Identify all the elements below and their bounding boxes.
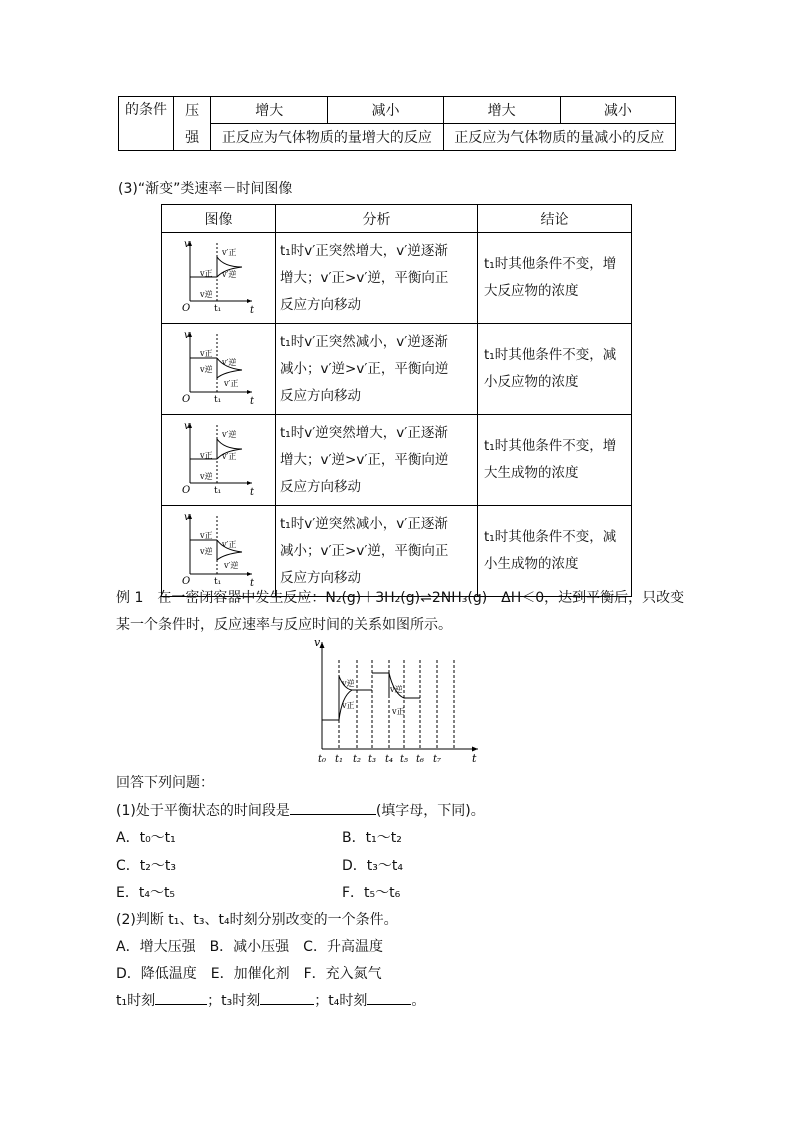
axis-v-label: v bbox=[184, 239, 190, 250]
v-ni-label: v逆 bbox=[342, 679, 355, 688]
question-1-suffix: (填字母，下同)。 bbox=[375, 803, 485, 819]
vp-zheng-label: v′正 bbox=[222, 540, 237, 549]
analysis-line: 反应方向移动 bbox=[280, 296, 361, 313]
example-line-2: 某一个条件时，反应速率与反应时间的关系如图所示。 bbox=[116, 617, 452, 633]
header-conclusion: 结论 bbox=[478, 205, 632, 233]
conclusion-line: t₁时其他条件不变，减 bbox=[484, 529, 617, 545]
tick-label: t₀ bbox=[318, 754, 327, 764]
rate-graph-3 bbox=[162, 415, 275, 495]
v-zheng-label: v正 bbox=[200, 531, 213, 540]
header-graph: 图像 bbox=[162, 205, 276, 233]
rate-graph-4 bbox=[162, 506, 275, 586]
tick-label: t₁ bbox=[335, 754, 344, 764]
v-ni-label: v逆 bbox=[200, 472, 213, 481]
pressure-condition-table bbox=[118, 96, 676, 151]
gradual-rate-time-table bbox=[161, 204, 632, 597]
conclusion-line: 小反应物的浓度 bbox=[484, 374, 579, 390]
v-zheng-label: v正 bbox=[200, 349, 213, 358]
analysis-cell bbox=[276, 233, 478, 324]
cell-decrease-1: 减小 bbox=[328, 97, 443, 124]
option-c: C．t₂～t₃ bbox=[116, 858, 176, 874]
tick-label: t₆ bbox=[416, 754, 425, 764]
analysis-line: t₁时v′逆突然减小，v′正逐渐 bbox=[280, 515, 448, 532]
analysis-line: 反应方向移动 bbox=[280, 387, 361, 404]
answer-prompt: 回答下列问题： bbox=[116, 775, 214, 791]
conclusion-cell bbox=[478, 415, 632, 506]
axis-t-label: t bbox=[250, 305, 255, 313]
table-row bbox=[162, 506, 632, 597]
vp-zheng-label: v′正 bbox=[222, 452, 237, 461]
origin-label: O bbox=[182, 303, 191, 313]
t1-label: t₁ bbox=[214, 304, 222, 313]
t3-answer-label: ；t₃时刻 bbox=[207, 993, 261, 1009]
axis-t-label: t bbox=[250, 396, 255, 404]
vp-zheng-label: v′正 bbox=[224, 379, 239, 388]
origin-label: O bbox=[182, 394, 191, 404]
t1-answer-label: t₁时刻 bbox=[116, 993, 156, 1009]
v-zheng-label: v正 bbox=[342, 701, 355, 710]
axis-v-label: v bbox=[184, 330, 190, 341]
analysis-line: 增大；v′正>v′逆，平衡向正 bbox=[280, 269, 449, 286]
v-ni-label: v逆 bbox=[200, 547, 213, 556]
header-analysis: 分析 bbox=[276, 205, 478, 233]
conclusion-line: 大生成物的浓度 bbox=[484, 465, 579, 481]
vp-zheng-label: v′正 bbox=[222, 248, 237, 257]
analysis-line: 反应方向移动 bbox=[280, 569, 361, 586]
conclusion-cell bbox=[478, 324, 632, 415]
cell-decrease-2: 减小 bbox=[560, 97, 675, 124]
t1-label: t₁ bbox=[214, 486, 222, 495]
section-3-title: (3)“渐变”类速率－时间图像 bbox=[118, 181, 293, 197]
conclusion-line: t₁时其他条件不变，增 bbox=[484, 256, 617, 272]
axis-t-label: t bbox=[250, 578, 255, 586]
analysis-line: t₁时v′正突然减小，v′逆逐渐 bbox=[280, 333, 448, 350]
question-1-text: (1)处于平衡状态的时间段是 bbox=[116, 803, 290, 819]
analysis-cell bbox=[276, 506, 478, 597]
rate-graph-1 bbox=[162, 233, 275, 313]
v-zheng-label: v正 bbox=[200, 451, 213, 460]
t4-answer-blank[interactable] bbox=[367, 990, 411, 1005]
question-2-options-2: D．降低温度 E．加催化剂 F．充入氮气 bbox=[116, 966, 382, 982]
v-zheng-label: v正 bbox=[200, 269, 213, 278]
t1-label: t₁ bbox=[214, 395, 222, 404]
tick-label: t₄ bbox=[385, 754, 394, 764]
analysis-line: t₁时v′正突然增大，v′逆逐渐 bbox=[280, 242, 448, 259]
case-gas-increase: 正反应为气体物质的量增大的反应 bbox=[211, 124, 443, 151]
tick-label: t₇ bbox=[433, 754, 442, 764]
conclusion-cell bbox=[478, 506, 632, 597]
question-2-answers bbox=[116, 990, 425, 1010]
cond-label: 的条件 bbox=[119, 97, 174, 151]
conclusion-cell bbox=[478, 233, 632, 324]
axis-v-label: v bbox=[184, 512, 190, 523]
option-e: E．t₄～t₅ bbox=[116, 885, 176, 901]
v-ni-label: v逆 bbox=[390, 685, 403, 694]
t4-answer-label: ；t₄时刻 bbox=[314, 993, 368, 1009]
axis-t-label: t bbox=[250, 487, 255, 495]
conclusion-line: 大反应物的浓度 bbox=[484, 283, 579, 299]
cell-increase-2: 增大 bbox=[443, 97, 560, 124]
vp-ni-label: v′逆 bbox=[222, 430, 237, 439]
graph-cell bbox=[162, 233, 276, 324]
axis-v-label: v bbox=[184, 421, 190, 432]
analysis-line: 增大；v′逆>v′正，平衡向逆 bbox=[280, 451, 449, 468]
t1-label: t₁ bbox=[214, 577, 222, 586]
rate-graph-2 bbox=[162, 324, 275, 404]
analysis-line: 反应方向移动 bbox=[280, 478, 361, 495]
axis-v-label: v bbox=[314, 636, 321, 649]
question-2: (2)判断 t₁、t₃、t₄时刻分别改变的一个条件。 bbox=[116, 912, 398, 928]
vp-ni-label: v′逆 bbox=[224, 561, 239, 570]
origin-label: O bbox=[182, 576, 191, 586]
question-2-options-1: A．增大压强 B．减小压强 C．升高温度 bbox=[116, 939, 383, 955]
analysis-cell bbox=[276, 324, 478, 415]
v-ni-label: v逆 bbox=[200, 365, 213, 374]
conclusion-line: t₁时其他条件不变，增 bbox=[484, 438, 617, 454]
v-zheng-label: v正 bbox=[392, 707, 405, 716]
v-ni-label: v逆 bbox=[200, 290, 213, 299]
analysis-cell bbox=[276, 415, 478, 506]
t3-answer-blank[interactable] bbox=[260, 990, 314, 1005]
option-a: A．t₀～t₁ bbox=[116, 830, 176, 846]
example-line-1: 例 1 在一密闭容器中发生反应：N₂(g)＋3H₂(g)⇌2NH₃(g) ΔH＜0，达到平衡后，只改变 bbox=[116, 590, 685, 606]
table-row bbox=[162, 233, 632, 324]
axis-t-label: t bbox=[472, 752, 477, 764]
table-row bbox=[162, 415, 632, 506]
tick-label: t₂ bbox=[353, 754, 362, 764]
option-b: B．t₁～t₂ bbox=[342, 830, 402, 846]
graph-cell bbox=[162, 506, 276, 597]
analysis-line: 减小；v′正>v′逆，平衡向正 bbox=[280, 542, 449, 559]
analysis-line: 减小；v′逆>v′正，平衡向逆 bbox=[280, 360, 449, 377]
tick-label: t₅ bbox=[400, 754, 409, 764]
option-f: F．t₅～t₆ bbox=[342, 885, 401, 901]
conclusion-line: t₁时其他条件不变，减 bbox=[484, 347, 617, 363]
t1-answer-blank[interactable] bbox=[155, 990, 207, 1005]
pressure-label-1: 压 bbox=[174, 97, 211, 124]
case-gas-decrease: 正反应为气体物质的量减小的反应 bbox=[443, 124, 675, 151]
option-d: D．t₃～t₄ bbox=[342, 858, 403, 874]
graph-cell bbox=[162, 415, 276, 506]
example-rate-graph bbox=[306, 636, 488, 764]
vp-ni-label: v′逆 bbox=[222, 270, 237, 279]
pressure-label-2: 强 bbox=[174, 124, 211, 151]
conclusion-line: 小生成物的浓度 bbox=[484, 556, 579, 572]
table-row bbox=[162, 324, 632, 415]
graph-cell bbox=[162, 324, 276, 415]
cell-increase-1: 增大 bbox=[211, 97, 328, 124]
question-1 bbox=[116, 800, 485, 820]
analysis-line: t₁时v′逆突然增大，v′正逐渐 bbox=[280, 424, 448, 441]
origin-label: O bbox=[182, 485, 191, 495]
vp-ni-label: v′逆 bbox=[222, 358, 237, 367]
answer-blank-1[interactable] bbox=[290, 800, 376, 815]
tick-label: t₃ bbox=[368, 754, 377, 764]
answer-end: 。 bbox=[411, 993, 426, 1009]
